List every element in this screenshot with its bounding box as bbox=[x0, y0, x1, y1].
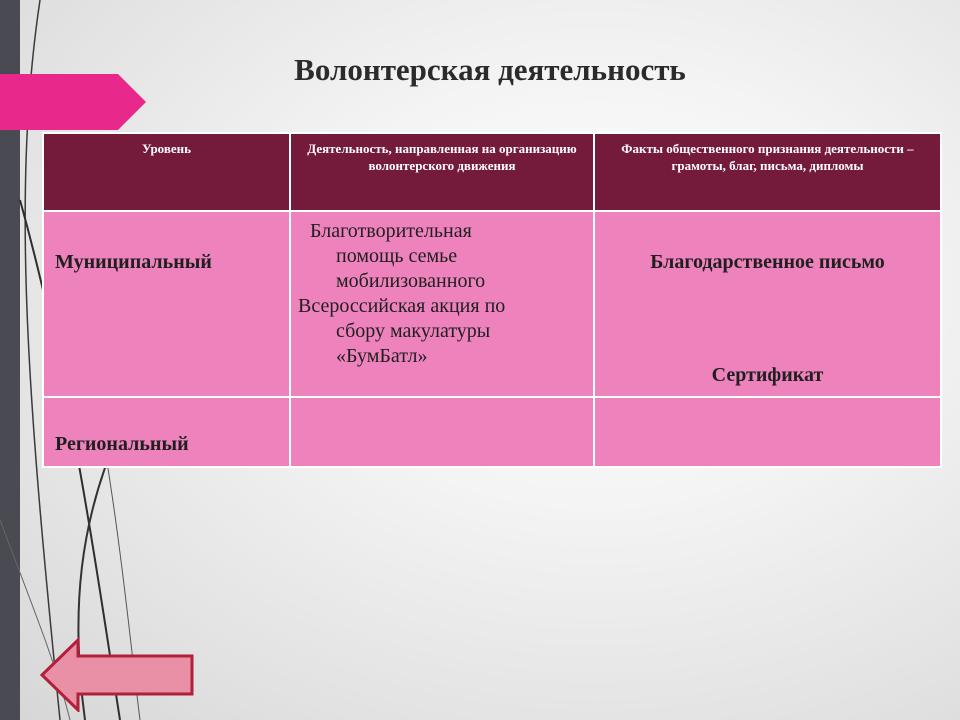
table-row bbox=[43, 211, 941, 397]
header-activity: Деятельность, направленная на организацию волонтерского движения bbox=[290, 133, 594, 211]
slide-title: Волонтерская деятельность bbox=[294, 52, 686, 87]
table-header-row bbox=[43, 133, 941, 211]
activity-cell bbox=[290, 211, 594, 397]
level-municipal: Муниципальный bbox=[55, 251, 212, 273]
table-row bbox=[43, 397, 941, 467]
fact-item: Сертификат bbox=[711, 364, 824, 386]
activity-cell bbox=[290, 397, 594, 467]
recognition-cell bbox=[594, 211, 941, 397]
fact-item: Благодарственное письмо bbox=[650, 251, 885, 273]
left-arrow-icon[interactable] bbox=[40, 638, 196, 712]
volunteer-activity-table bbox=[42, 132, 942, 468]
level-regional: Региональный bbox=[55, 433, 189, 455]
recognition-cell bbox=[594, 397, 941, 467]
level-cell bbox=[43, 211, 290, 397]
activity-item: Всероссийская акция по сбору макулатуры «БумБатл» bbox=[298, 295, 506, 367]
header-recognition: Факты общественного признания деятельности – грамоты, благ, письма, дипломы bbox=[594, 133, 941, 211]
activity-item: Благотворительная помощь семье мобилизованного bbox=[310, 220, 486, 292]
pink-accent-tab bbox=[0, 74, 146, 130]
level-cell bbox=[43, 397, 290, 467]
header-level: Уровень bbox=[43, 133, 290, 211]
